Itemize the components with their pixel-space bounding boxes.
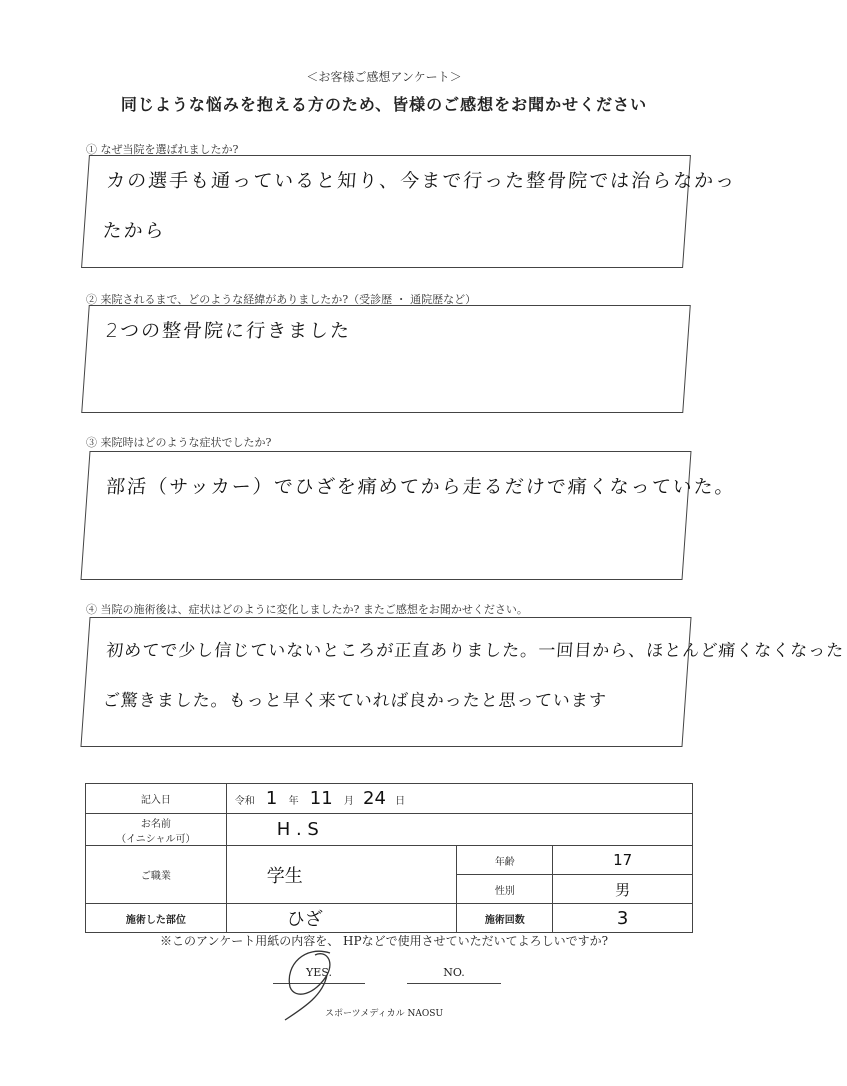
footer-brand: スポーツメディカル NAOSU — [324, 1009, 444, 1019]
question-3-label: ③ 来院時はどのような症状でしたか? — [86, 436, 272, 449]
question-4-answer — [80, 617, 845, 747]
name-label-sub: （イニシャル可） — [116, 833, 196, 845]
age-value: 17 — [553, 846, 693, 875]
name-label-main: お名前 — [140, 818, 171, 830]
count-value: 3 — [553, 904, 693, 933]
consent-question: ※このアンケート用紙の内容を、 HPなどで使用させていただいてよろしいですか? — [159, 934, 609, 948]
sex-value: 男 — [553, 875, 693, 904]
answer-line: 初めてで少し信じていないところが正直ありました。一回目から、ほとんど痛くなくなった — [105, 641, 845, 661]
age-label: 年齢 — [457, 846, 553, 875]
answer-line: ご驚きました。もっと早く来ていれば良かったと思っています — [101, 691, 608, 711]
area-label: 施術した部位 — [86, 904, 227, 933]
question-1-answer — [81, 155, 737, 268]
job-value: 学生 — [226, 846, 457, 904]
consent-yes-option[interactable]: YES. — [273, 966, 365, 984]
question-2-label: ② 来院されるまで、どのような経緯がありましたか?（受診歴 ・ 通院歴など） — [86, 293, 477, 306]
day: 24 — [363, 788, 386, 809]
question-4-label: ④ 当院の施術後は、症状はどのように変化しましたか? またご感想をお聞かせください。 — [86, 603, 528, 616]
date-label: 記入日 — [86, 784, 227, 814]
month-unit: 月 — [343, 796, 354, 807]
info-table — [85, 783, 693, 933]
job-label: ご職業 — [86, 846, 227, 904]
year: 1 — [265, 788, 278, 809]
era: 令和 — [234, 796, 255, 807]
answer-line: 部活（サッカー）でひざを痛めてから走るだけで痛くなっていた。 — [105, 476, 737, 498]
page-title: 同じような悩みを抱える方のため、皆様のご感想をお聞かせください — [120, 95, 648, 114]
day-unit: 日 — [395, 796, 406, 807]
question-3-answer — [80, 451, 737, 580]
answer-line: たから — [101, 220, 167, 242]
area-value: ひざ — [226, 904, 457, 933]
question-2-answer — [81, 305, 691, 413]
sex-label: 性別 — [457, 875, 553, 904]
count-label: 施術回数 — [457, 904, 553, 933]
answer-line: 2つの整骨院に行きました — [105, 320, 352, 342]
question-1-label: ① なぜ当院を選ばれましたか? — [86, 143, 239, 156]
month: 11 — [309, 788, 333, 809]
name-value: H . S — [226, 814, 692, 846]
year-unit: 年 — [288, 796, 299, 807]
consent-no-option[interactable]: NO. — [407, 966, 501, 984]
date-value — [226, 784, 692, 814]
answer-line: カの選手も通っていると知り、今まで行った整骨院では治らなかっ — [105, 170, 737, 192]
survey-subtitle: ＜お客様ご感想アンケート＞ — [306, 70, 462, 84]
name-label — [86, 814, 227, 846]
